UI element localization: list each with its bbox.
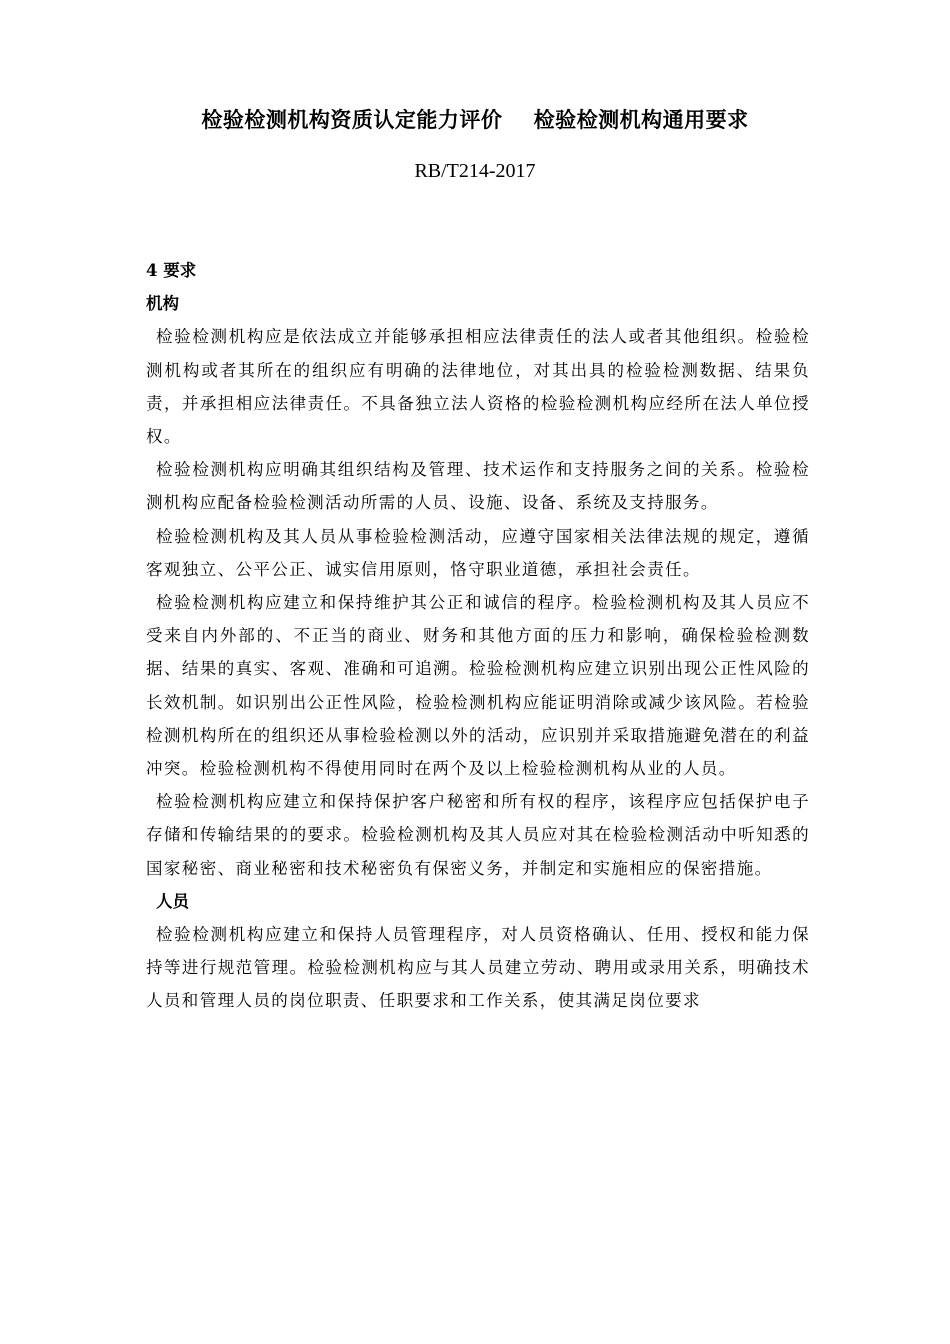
paragraph: 检验检测机构应是依法成立并能够承担相应法律责任的法人或者其他组织。检验检测机构或者其所在的组织应有明确的法律地位，对其出具的检验检测数据、结果负责，并承担相应法律责任。不具备独立法人资格的检验检测机构应经所在法人单位授权。 — [146, 327, 810, 447]
document-body — [146, 254, 810, 1018]
paragraph: 检验检测机构及其人员从事检验检测活动，应遵守国家相关法律法规的规定，遵循客观独立、公平公正、诚实信用原则，恪守职业道德，承担社会责任。 — [146, 526, 810, 579]
document-title: 检验检测机构资质认定能力评价 检验检测机构通用要求 — [201, 107, 749, 132]
paragraph: 检验检测机构应建立和保持维护其公正和诚信的程序。检验检测机构及其人员应不受来自内外部的、不正当的商业、财务和其他方面的压力和影响，确保检验检测数据、结果的真实、客观、准确和可追溯。检验检测机构应建立识别出现公正性风险的长效机制。如识别出公正性风险，检验检测机构应能证明消除或减少该风险。若检验检测机构所在的组织还从事检验检测以外的活动，应识别并采取措施避免潜在的利益冲突。检验检测机构不得使用同时在两个及以上检验检测机构从业的人员。 — [146, 593, 810, 779]
subsection-heading-personnel: 人员 — [156, 891, 189, 911]
subsection-heading-org: 机构 — [146, 294, 179, 314]
standard-code: RB/T214-2017 — [414, 160, 536, 182]
paragraph: 检验检测机构应明确其组织结构及管理、技术运作和支持服务之间的关系。检验检测机构应配备检验检测活动所需的人员、设施、设备、系统及支持服务。 — [146, 460, 810, 513]
section-heading: 4 要求 — [146, 261, 197, 280]
paragraph: 检验检测机构应建立和保持人员管理程序，对人员资格确认、任用、授权和能力保持等进行规范管理。检验检测机构应与其人员建立劳动、聘用或录用关系，明确技术人员和管理人员的岗位职责、任职要求和工作关系，使其满足岗位要求 — [146, 925, 810, 1011]
paragraph: 检验检测机构应建立和保持保护客户秘密和所有权的程序，该程序应包括保护电子存储和传输结果的的要求。检验检测机构及其人员应对其在检验检测活动中听知悉的国家秘密、商业秘密和技术秘密负有保密义务，并制定和实施相应的保密措施。 — [146, 792, 810, 878]
